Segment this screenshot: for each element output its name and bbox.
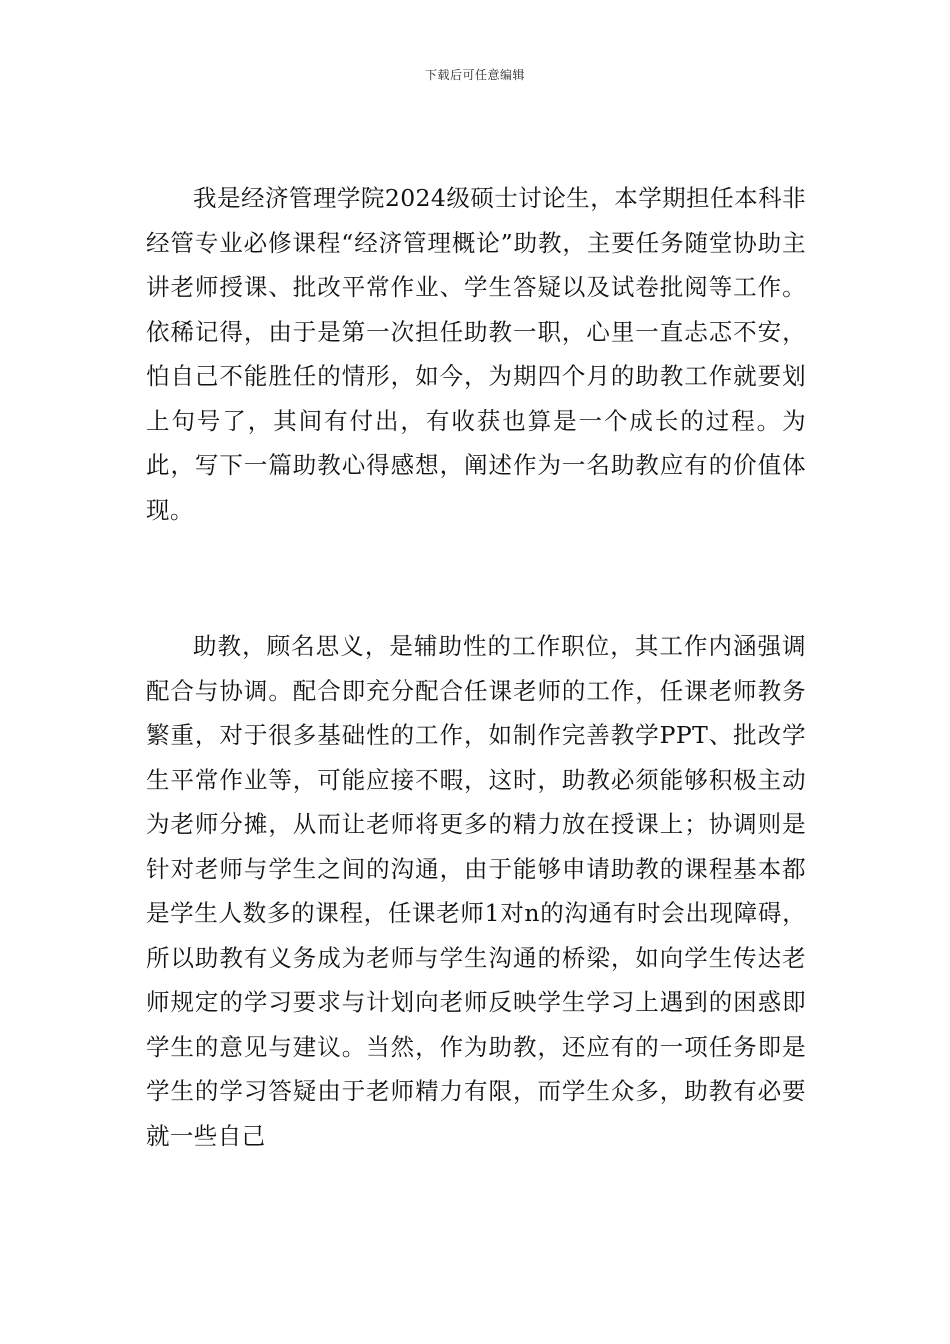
- page-header: 下载后可任意编辑: [424, 68, 525, 82]
- paragraph-role: 助教，顾名思义，是辅助性的工作职位，其工作内涵强调配合与协调。配合即充分配合任课老师的工作，任课老师教务繁重，对于很多基础性的工作，如制作完善教学PPT、批改学生平常作业等，可能应接不暇，这时，助教必须能够积极主动为老师分摊，从而让老师将更多的精力放在授课上；协调则是针对老师与学生之间的沟通，由于能够申请助教的课程基本都是学生人数多的课程，任课老师1对n的沟通有时会出现障碍，所以助教有义务成为老师与学生沟通的桥梁，如向学生传达老师规定的学习要求与计划向老师反映学生学习上遇到的困惑即学生的意见与建议。当然，作为助教，还应有的一项任务即是学生的学习答疑由于老师精力有限，而学生众多，助教有必要就一些自己: [146, 632, 806, 1150]
- paragraph-intro: 我是经济管理学院2024级硕士讨论生，本学期担任本科非经管专业必修课程“经济管理概论”助教，主要任务随堂协助主讲老师授课、批改平常作业、学生答疑以及试卷批阅等工作。依稀记得，由于是第一次担任助教一职，心里一直忐忑不安，怕自己不能胜任的情形，如今，为期四个月的助教工作就要划上句号了，其间有付出，有收获也算是一个成长的过程。为此，写下一篇助教心得感想，阐述作为一名助教应有的价值体现。: [146, 184, 806, 524]
